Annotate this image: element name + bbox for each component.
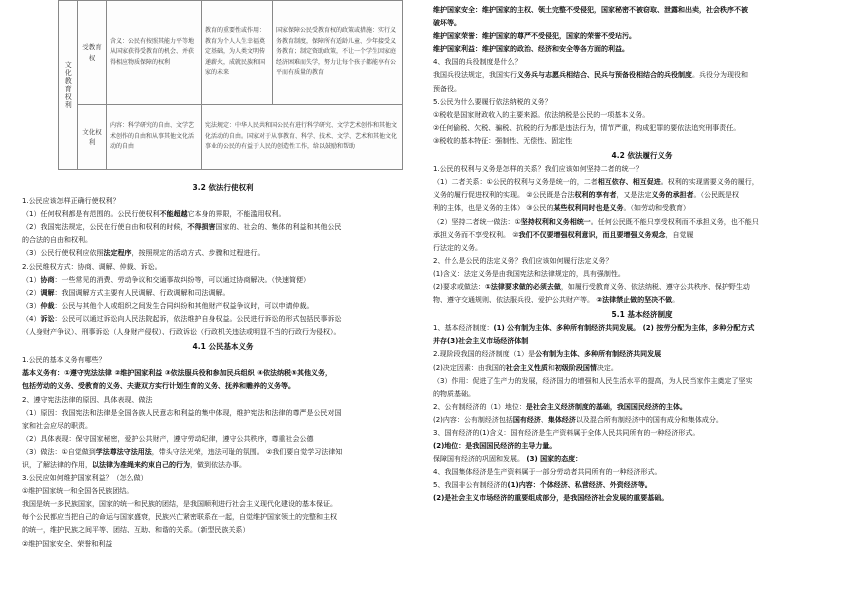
table-cell: 国家保障公民受教育权的政策或措施：实行义务教育制度，保障所有适龄儿童、少年接受义务教育；制定资助政策，不让一个学生因家庭经济困难而失学，努力让每个孩子都能享有公平而有质量的教育 [273, 1, 403, 105]
text-line [22, 446, 424, 459]
plain-text: 保障国有经济的巩固和发展。 [433, 455, 524, 464]
plain-text: 识，了解法律的作用， [22, 460, 92, 469]
bold-text: (2)地位：是我国国民经济的主导力量。 [433, 442, 557, 451]
plain-text: ：公民与其他个人或组织之间发生合同纠纷和其他财产权益争议时，可以申请仲裁。 [54, 301, 314, 310]
plain-text: ，带头守法光荣，违法可耻的氛围。 ②我们要自觉学习法律知 [151, 447, 343, 456]
text-line [433, 163, 851, 176]
bold-text: 不得损害 [187, 223, 216, 232]
plain-text: ①维护国家统一和全国各民族团结。 [22, 487, 134, 496]
plain-text: （2）我国宪法规定，公民在行使自由和权利的时候， [22, 223, 188, 232]
plain-text: 3.公民应如何维护国家利益？（怎么做） [22, 474, 148, 483]
plain-text: ，如履行受教育义务、依法纳税、遵守公共秩序、保护野生动 [560, 282, 750, 291]
plain-text: ，又是法定 [616, 191, 652, 200]
plain-text: （1） [22, 275, 41, 284]
plain-text: ：公民可以通过诉讼向人民法院起诉，依法维护自身权益。公民进行诉讼的形式包括民事诉讼 [54, 314, 342, 323]
text-line [22, 407, 424, 420]
text-line [22, 247, 424, 260]
text-line [433, 176, 851, 189]
text-line [22, 326, 424, 339]
text-line [433, 348, 851, 361]
text-line [433, 255, 851, 268]
plain-text: 3、国有经济的(1)含义：国有经济是生产资料属于全体人民共同所有的一种经济形式。 [433, 429, 700, 437]
plain-text: （人身财产争议）、刑事诉讼（人身财产侵权）、行政诉讼（行政机关违法或明显不当的行政行为侵权）。 [22, 328, 341, 337]
bold-text: 仲裁 [40, 301, 55, 310]
plain-text: 承担义务而不享受权利。 ② [433, 230, 519, 239]
table-cell: 含义：公民有按照其能力平等地从国家获得受教育的机会、并获得相应物质保障的权利 [107, 1, 202, 105]
bold-text: (3) 国家的态度： [524, 455, 583, 464]
bold-text: 协商 [40, 275, 55, 284]
plain-text: 5、我国非公有制经济的 [433, 481, 508, 490]
text-line [433, 229, 851, 242]
text-line [433, 453, 851, 466]
bold-text: 破坏等。 [433, 19, 461, 28]
bold-text: 维护国家荣誉：维护国家的尊严不受侵犯，国家的荣誉不受玷污。 [433, 32, 636, 41]
bold-text: 公有制为主体、多种所有制经济共同发展 [535, 350, 662, 359]
bold-text: 我们不仅要增强权利意识，而且要增强义务观念 [518, 230, 666, 239]
plain-text: 。（如劳动和受教育） [623, 204, 690, 213]
plain-text: 2、公有制经济的（1）地位： [433, 402, 526, 411]
text-line [22, 367, 424, 380]
text-line [22, 261, 424, 274]
bold-text: 以法律为准绳来约束自己的行为 [92, 460, 190, 469]
text-line [22, 472, 424, 485]
plain-text: 家和社会应尽的职责。 [22, 421, 92, 430]
plain-text: 。（公民既是权 [693, 191, 739, 200]
plain-text: 的统一，维护民族之间平等、团结、互助、和谐的关系。（新型民族关系） [22, 526, 250, 535]
rights-table [58, 0, 403, 170]
bold-text: 调解 [40, 288, 55, 297]
text-line [433, 56, 851, 69]
text-line [433, 69, 851, 82]
text-line [433, 109, 851, 122]
plain-text: ②维护国家安全、荣誉和利益 [22, 539, 113, 548]
plain-text: (2)要求或做法： [433, 282, 485, 291]
plain-text: （2） [22, 288, 41, 297]
bold-text: (2)是社会主义市场经济的重要组成部分，是我国经济社会发展的重要基础。 [433, 494, 669, 503]
plain-text: 它本身的界限，不能滥用权利。 [187, 210, 286, 219]
plain-text: 的物质基础。 [433, 389, 475, 398]
text-line [22, 380, 424, 393]
text-line [433, 335, 851, 348]
bold-text: 某些权利同时也是义务 [553, 204, 624, 213]
text-line [433, 362, 851, 375]
text-line [433, 281, 851, 294]
text-line [433, 466, 851, 479]
text-line [433, 135, 851, 148]
bold-text: ①法律要求做的必须去做 [484, 282, 561, 291]
text-line [22, 195, 424, 208]
bold-text: 义务的承担者 [651, 191, 694, 200]
table-cell: 内容：科学研究的自由、文学艺术创作的自由和从事其他文化活动的自由 [107, 105, 202, 170]
plain-text: 1、基本经济制度： [433, 324, 494, 333]
text-line [433, 414, 851, 427]
plain-text: 和 [547, 363, 555, 372]
plain-text: 1.公民的基本义务有哪些？ [22, 356, 106, 365]
plain-text: 决定。 [596, 363, 618, 372]
plain-text: （1）二者关系：①公民的权利与义务是统一的，二者 [433, 178, 598, 187]
plain-text: （3） [22, 301, 41, 310]
text-line [22, 394, 424, 407]
text-line [433, 189, 851, 202]
text-line [22, 313, 424, 326]
bold-text: 坚持权利和义务相统一 [520, 217, 591, 226]
text-line [433, 492, 851, 505]
section-heading: 3.2 依法行使权利 [192, 183, 254, 192]
plain-text: 物、遵守交通规则、依法服兵役、爱护公共财产等。 [433, 296, 597, 305]
bold-text: 权利的享有者 [574, 191, 617, 200]
plain-text: 的合法的自由和权利。 [22, 236, 92, 245]
bold-text: 社会主义性质 [505, 363, 548, 372]
plain-text: (2)内容：公有制经济包括 [433, 415, 513, 424]
text-line [433, 401, 851, 414]
text-line [433, 427, 851, 440]
plain-text: 2、什么是公民的法定义务？我们应该如何履行法定义务？ [433, 256, 613, 265]
plain-text: 1.公民的权利与义务是怎样的关系？我们应该如何坚持二者的统一？ [433, 165, 643, 174]
plain-text: 4、我国的兵役制度是什么？ [433, 58, 522, 67]
text-line [433, 202, 851, 215]
text-line [433, 322, 851, 335]
section-heading: 5.1 基本经济制度 [611, 310, 673, 320]
section-heading: 4.1 公民基本义务 [192, 342, 254, 352]
text-line [22, 485, 424, 498]
plain-text: （1）任何权利都是有范围的。公民行使权利 [22, 210, 160, 219]
plain-text: 。兵役分为现役和 [692, 71, 748, 80]
text-line [22, 287, 424, 300]
text-line [22, 300, 424, 313]
text-line [22, 208, 424, 221]
plain-text: 4、我国集体经济是生产资料属于一部分劳动者共同所有的一种经济形式。 [433, 468, 662, 477]
plain-text: ：我国调解方式主要有人民调解、行政调解和司法调解。 [54, 288, 230, 297]
text-line [433, 4, 851, 17]
bold-text: 义务兵与志愿兵相结合、民兵与预备役相结合的兵役制度 [517, 71, 692, 80]
plain-text: 我国兵役法规定，我国实行 [433, 71, 517, 80]
plain-text: 、 [540, 415, 548, 424]
plain-text: 义务的履行促进权利的实现。 ②公民既是合法 [433, 191, 575, 200]
plain-text: 每个公民都应当把自己的命运与国家盛衰，民族兴亡紧密联系在一起，自觉维护国家领土的完整和主权 [22, 513, 337, 522]
plain-text: 我国是统一多民族国家，国家的统一和民族的团结，是我国顺利进行社会主义现代化建设的基本保证。 [22, 500, 337, 509]
table-cell: 教育的重要性或作用：教育为个人人生幸福奠定基础，为人类文明传递薪火，成就民族和国家的未来 [202, 1, 273, 105]
text-line [22, 459, 424, 472]
plain-text: ：一些常见的消费、劳动争议和交通事故纠纷等，可以通过协商解决。（快速简便） [54, 275, 310, 284]
bold-text: 不能超越 [159, 210, 188, 219]
text-line [433, 388, 851, 401]
text-line [22, 221, 424, 234]
text-line [22, 420, 424, 433]
plain-text: 。权利的实现需要义务的履行， [660, 178, 759, 187]
text-line [433, 479, 851, 492]
plain-text: （1）原因：我国宪法和法律是全国各族人民意志和利益的集中体现，维护宪法和法律的尊严是公民对国 [22, 408, 342, 417]
text-line [433, 268, 851, 281]
bold-text: 相互依存、相互促进 [597, 178, 661, 187]
text-line [22, 354, 424, 367]
bold-text: 基本义务有：①遵守宪法法律 ②维护国家利益 ③依法服兵役和参加民兵组织 ④依法纳税⑤其他义务， [22, 369, 332, 378]
table-row [59, 1, 403, 105]
bold-text: 包括劳动的义务、受教育的义务、夫妻双方实行计划生育的义务、抚养和赡养的义务等。 [22, 382, 295, 391]
plain-text: 国家的、社会的、集体的利益和其他公民 [215, 223, 342, 232]
bold-text: 诉讼 [40, 314, 55, 323]
plain-text: (1)含义：法定义务是由我国宪法和法律规定的，具有强制性。 [433, 269, 625, 278]
plain-text: 1.公民应该怎样正确行使权利？ [22, 197, 120, 206]
plain-text: 2.公民维权方式：协商、调解、仲裁、诉讼。 [22, 262, 162, 271]
plain-text: ，按照规定的活动方式、步骤和过程进行。 [131, 249, 265, 258]
text-line [433, 440, 851, 453]
text-line [433, 122, 851, 135]
right-text-block [433, 4, 851, 506]
text-line [433, 17, 851, 30]
plain-text: （3）公民行使权利应依照 [22, 249, 104, 258]
bold-text: (1)内容：个体经济、私营经济、外资经济等。 [507, 481, 652, 490]
text-line [433, 43, 851, 56]
plain-text: （3）做法：①自觉做到 [22, 447, 96, 456]
left-text-block [22, 180, 424, 551]
plain-text: 5.公民为什么要履行依法纳税的义务？ [433, 97, 552, 106]
table-row [59, 105, 403, 170]
text-line [433, 83, 851, 96]
bold-text: 集体经济 [547, 415, 576, 424]
plain-text: （4） [22, 314, 41, 323]
bold-text: (1) 公有制为主体、多种所有制经济共同发展。 (2) 按劳分配为主体，多种分配方式 [493, 324, 755, 333]
text-line [433, 242, 851, 255]
text-line [22, 274, 424, 287]
plain-text: 利的主体，也是义务的主体） ③公民的 [433, 204, 554, 213]
text-line [433, 216, 851, 229]
plain-text: （3）作用：促进了生产力的发展，经济国力的增强和人民生活水平的提高，为人民当家作主奠定了坚实 [433, 376, 753, 385]
text-line [22, 524, 424, 537]
plain-text: ③税收的基本特征：强制性、无偿性、固定性 [433, 136, 573, 145]
bold-text: 学法尊法守法用法 [95, 447, 152, 456]
plain-text: (2)决定因素：由我国的 [433, 363, 506, 372]
plain-text: ，做到依法办事。 [190, 460, 246, 469]
plain-text: 以及混合所有制经济中的国有成分和集体成分。 [575, 415, 723, 424]
text-line [22, 433, 424, 446]
text-line [22, 234, 424, 247]
plain-text: 行法定的义务。 [433, 243, 482, 252]
plain-text: ，自觉履 [665, 230, 694, 239]
table-category: 文化权利 [78, 105, 107, 170]
section-heading: 4.2 依法履行义务 [611, 151, 673, 161]
bold-text: 法定程序 [103, 249, 132, 258]
text-line [433, 96, 851, 109]
bold-text: ②法律禁止做的坚决不做 [596, 296, 673, 305]
bold-text: 国有经济 [512, 415, 541, 424]
plain-text: 。任何公民既不能只享受权利而不承担义务，也不能只 [590, 217, 759, 226]
table-category: 受教育权 [78, 1, 107, 105]
plain-text: 预备役。 [433, 84, 461, 93]
text-line [22, 511, 424, 524]
table-cell: 宪法规定：中华人民共和国公民有进行科学研究、文学艺术创作和其他文化活动的自由。国家对于从事教育、科学、技术、文学、艺术和其他文化事业的公民的有益于人民的创造性工作，给以鼓励和帮助 [202, 105, 403, 170]
plain-text: ②任何偷税、欠税、骗税、抗税的行为都是违法行为，情节严重，构成犯罪的要依法追究刑事责任。 [433, 123, 741, 132]
bold-text: 初级阶段国情 [554, 363, 597, 372]
plain-text: 2、遵守宪法法律的原因、具体表现、做法 [22, 395, 153, 404]
bold-text: 维护国家利益：维护国家的政治、经济和安全等各方面的利益。 [433, 45, 629, 54]
plain-text: 2.现阶段我国的经济制度（1）是 [433, 350, 536, 359]
table-group-label: 文化教育权利 [59, 1, 78, 170]
bold-text: 并存(3)社会主义市场经济体制 [433, 337, 529, 346]
text-line [433, 30, 851, 43]
text-line [22, 498, 424, 511]
text-line [22, 538, 424, 551]
bold-text: 是社会主义经济制度的基础，我国国民经济的主体。 [525, 402, 687, 411]
plain-text: （2）具体表现：保守国家秘密，爱护公共财产，遵守劳动纪律，遵守公共秩序，尊重社会公德 [22, 434, 314, 443]
text-line [433, 294, 851, 307]
plain-text: （2）坚持二者统一做法：① [433, 217, 521, 226]
plain-text: 。 [672, 296, 680, 305]
bold-text: 维护国家安全：维护国家的主权、领土完整不受侵犯，国家秘密不被窃取、泄露和出卖，社会秩序不被 [433, 6, 748, 14]
text-line [433, 375, 851, 388]
plain-text: ①税收是国家财政收入的主要来源。依法纳税是公民的一项基本义务。 [433, 110, 650, 119]
